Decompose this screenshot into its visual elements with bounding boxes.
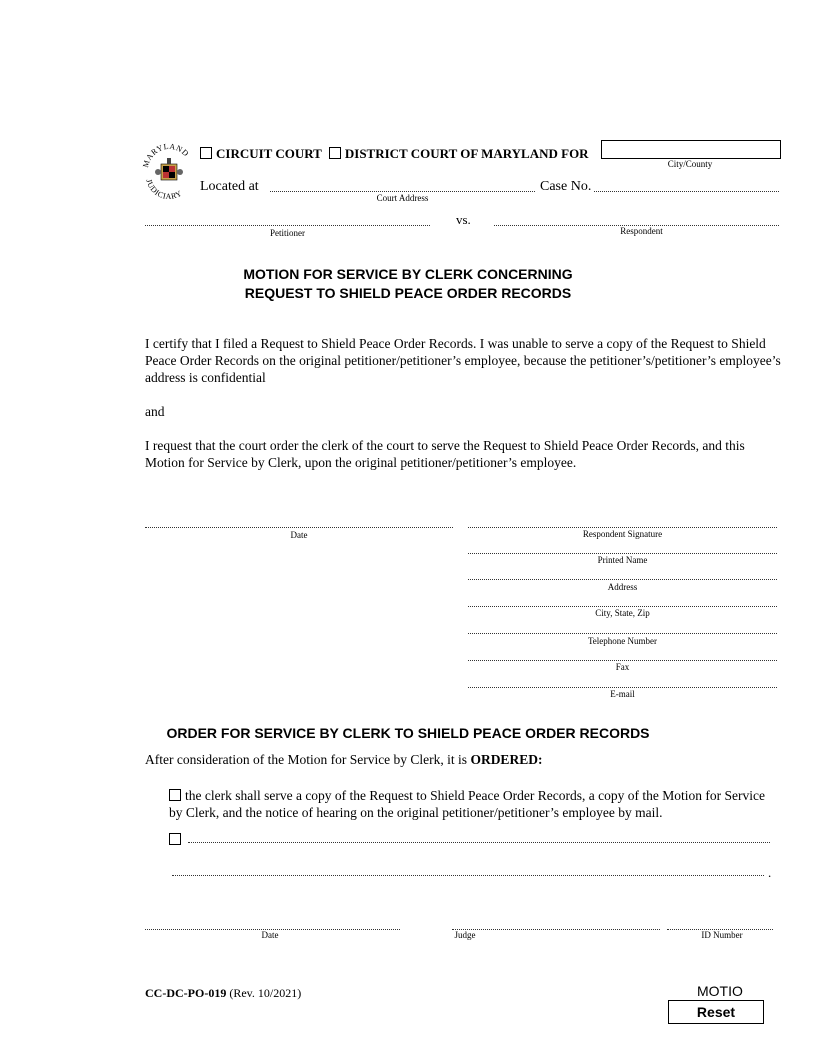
- form-number: [145, 986, 301, 1001]
- circuit-court-label: CIRCUIT COURT: [216, 146, 322, 161]
- city-county-label: City/County: [667, 159, 713, 169]
- judge-signature-field[interactable]: [452, 929, 660, 930]
- printed-name-field[interactable]: [468, 553, 777, 554]
- reset-button[interactable]: Reset: [668, 1000, 764, 1024]
- id-number-label: ID Number: [701, 930, 743, 940]
- versus-label: vs.: [456, 212, 471, 227]
- city-county-input[interactable]: [601, 140, 781, 159]
- district-court-label: DISTRICT COURT OF MARYLAND FOR: [344, 146, 589, 161]
- motion-paragraph-2: I request that the court order the clerk of the court to serve the Request to Shield Peace Order Records, and this Motion for Service by Clerk, upon the original petitioner/petitioner’s employee.: [145, 438, 745, 470]
- telephone-field[interactable]: [468, 633, 777, 634]
- order-option-1-text: the clerk shall serve a copy of the Request to Shield Peace Order Records, a copy of the Motion for Service by Clerk, and the notice of hearing on the original petitioner/petitioner’s employee by mail.: [169, 788, 765, 820]
- address-field[interactable]: [468, 579, 777, 580]
- petitioner-field[interactable]: [145, 225, 430, 226]
- court-address-field[interactable]: [270, 191, 535, 192]
- printed-name-label: Printed Name: [597, 555, 648, 565]
- case-number-label: Case No.: [540, 179, 592, 194]
- maryland-judiciary-seal: [140, 140, 198, 202]
- order-option-1: [169, 787, 779, 821]
- district-court-checkbox[interactable]: [329, 147, 341, 159]
- court-address-label: Court Address: [376, 193, 429, 203]
- motion-date-label: Date: [290, 530, 308, 540]
- order-intro: [145, 751, 542, 768]
- case-number-field[interactable]: [594, 191, 779, 192]
- motio-label: MOTIO: [697, 983, 743, 999]
- court-selection-line: [200, 146, 589, 162]
- svg-text:JUDICIARY: JUDICIARY: [144, 178, 184, 202]
- respondent-label: Respondent: [620, 226, 663, 236]
- email-field[interactable]: [468, 687, 777, 688]
- circuit-court-checkbox[interactable]: [200, 147, 212, 159]
- motion-title-line2: REQUEST TO SHIELD PEACE ORDER RECORDS: [244, 285, 572, 301]
- motion-date-field[interactable]: [145, 527, 453, 528]
- order-option-2-checkbox[interactable]: [169, 833, 181, 845]
- ordered-label: ORDERED:: [470, 752, 543, 767]
- respondent-signature-label: Respondent Signature: [582, 529, 663, 539]
- email-label: E-mail: [610, 689, 635, 699]
- motion-paragraph-1: I certify that I filed a Request to Shield Peace Order Records. I was unable to serve a copy of the Request to Shield Peace Order Records on the original petitioner/petitioner’s employee, because the petitioner’s/petitioner’s employee’s address is confidential: [145, 336, 781, 385]
- respondent-signature-field[interactable]: [468, 527, 777, 528]
- order-option-1-checkbox[interactable]: [169, 789, 181, 801]
- city-state-zip-field[interactable]: [468, 606, 777, 607]
- petitioner-label: Petitioner: [270, 228, 305, 238]
- order-intro-text: After consideration of the Motion for Service by Clerk, it is: [145, 752, 468, 767]
- order-option-2-field-2[interactable]: [172, 875, 764, 876]
- motion-and: and: [145, 404, 165, 419]
- telephone-label: Telephone Number: [587, 636, 658, 646]
- order-title: ORDER FOR SERVICE BY CLERK TO SHIELD PEACE ORDER RECORDS: [166, 725, 650, 741]
- order-date-label: Date: [261, 930, 279, 940]
- form-revision: (Rev. 10/2021): [229, 986, 302, 1000]
- located-at-label: Located at: [200, 179, 259, 194]
- judge-label: Judge: [454, 930, 476, 940]
- svg-text:MARYLAND: MARYLAND: [141, 141, 191, 169]
- motion-title-line1: MOTION FOR SERVICE BY CLERK CONCERNING: [243, 266, 573, 282]
- fax-field[interactable]: [468, 660, 777, 661]
- order-option-2-period: .: [768, 865, 772, 880]
- city-state-zip-label: City, State, Zip: [595, 608, 650, 618]
- address-label: Address: [607, 582, 638, 592]
- form-number-code: CC-DC-PO-019: [145, 986, 227, 1000]
- order-option-2: [169, 831, 185, 849]
- fax-label: Fax: [615, 662, 630, 672]
- order-option-2-field-1[interactable]: [188, 842, 770, 843]
